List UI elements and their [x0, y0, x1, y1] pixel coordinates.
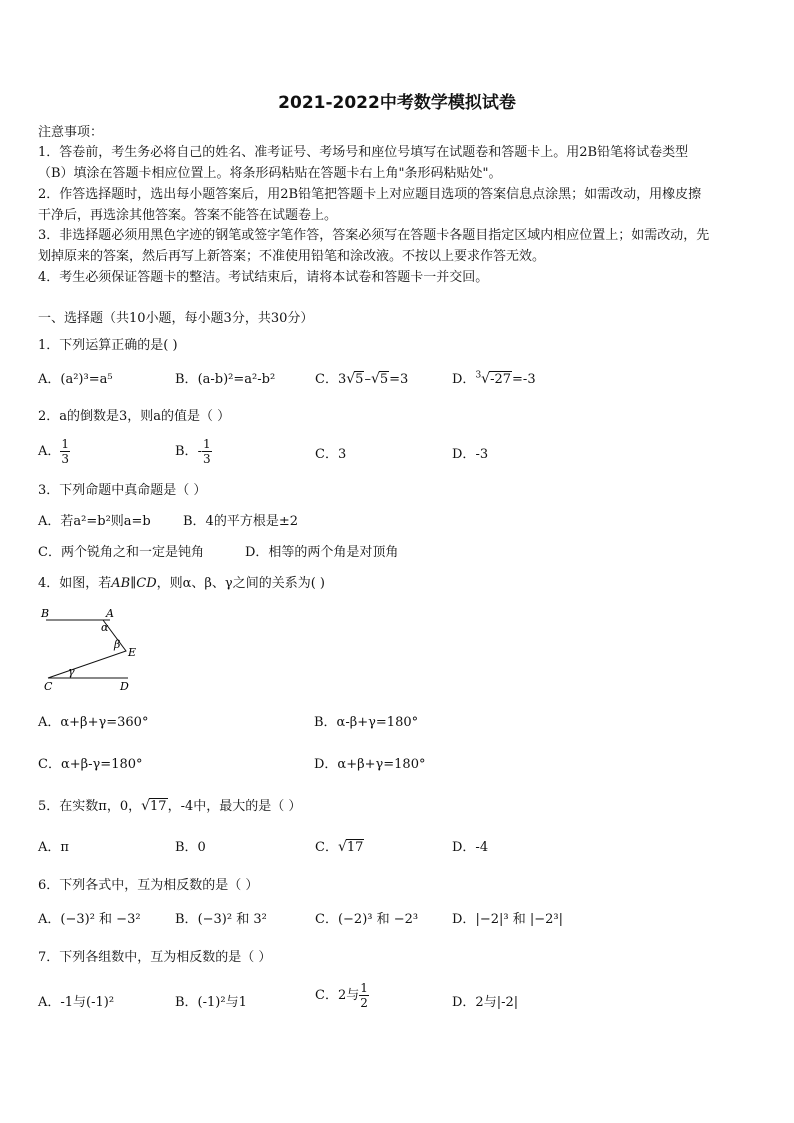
q1-option-a[interactable]	[38, 368, 113, 387]
q4-option-c[interactable]: C．α+β-γ=180°	[38, 757, 143, 772]
parallel-symbol: ∥	[130, 576, 137, 591]
radical-sign: √	[370, 371, 380, 387]
notice-line-7: 4．考生必须保证答题卡的整洁。考试结束后，请将本试卷和答题卡一并交回。	[38, 270, 489, 285]
notice-heading: 注意事项：	[38, 125, 104, 140]
notice-line-3: 2．作答选择题时，选出每小题答案后，用2B铅笔把答题卡上对应题目选项的答案信息点涂黑；如需改动，用橡皮擦	[38, 187, 702, 202]
q4-option-a[interactable]: A．α+β+γ=360°	[38, 715, 149, 730]
option-label: C．	[315, 372, 338, 387]
q5-option-b[interactable]: B．0	[175, 840, 206, 855]
stem-text: ，则α、β、γ之间的关系为( )	[156, 576, 325, 591]
q3-option-c[interactable]: C．两个锐角之和一定是钝角	[38, 545, 204, 560]
section-heading: 一、选择题（共10小题，每小题3分，共30分）	[38, 311, 314, 326]
q5-options	[38, 836, 760, 858]
q7-option-a[interactable]: A．-1与(-1)²	[38, 995, 115, 1010]
segment-cd: CD	[136, 576, 157, 591]
q5-stem	[38, 795, 301, 814]
option-label: D．	[452, 912, 476, 927]
q4-option-b[interactable]: B．α-β+γ=180°	[314, 715, 419, 730]
radicand: 17	[346, 840, 364, 855]
option-label: B．	[175, 912, 198, 927]
q4-stem	[38, 572, 325, 591]
q7-option-d[interactable]: D．2与|-2|	[452, 995, 519, 1010]
radical-sign: √	[337, 839, 347, 855]
radicand: 5	[379, 372, 389, 387]
q2-stem: 2．a的倒数是3，则a的值是（ ）	[38, 409, 231, 424]
label-d: D	[120, 680, 129, 692]
label-b: B	[41, 607, 50, 620]
q6-option-c[interactable]	[315, 908, 418, 927]
radicand: -27	[490, 372, 512, 387]
radical-sign: √	[141, 798, 151, 814]
option-label: A．	[38, 372, 61, 387]
option-label: D．	[452, 447, 476, 462]
q5-option-c[interactable]	[315, 836, 364, 855]
option-math: (a²)³=a⁵	[60, 372, 113, 387]
q4-option-d[interactable]: D．α+β+γ=180°	[314, 757, 426, 772]
option-label: B．	[175, 372, 198, 387]
notice-line-5: 3．非选择题必须用黑色字迹的钢笔或签字笔作答，答案必须写在答题卡各题目指定区域内相应位置上；如需改动，先	[38, 228, 710, 243]
q5-option-d[interactable]: D．-4	[452, 840, 489, 855]
option-math: (−2)³ 和 −2³	[337, 912, 419, 927]
notice-line-1: 1．答卷前，考生务必将自己的姓名、准考证号、考场号和座位号填写在试题卷和答题卡上。用2B铅笔将试卷类型	[38, 145, 689, 160]
q6-option-d[interactable]	[452, 908, 563, 927]
label-c: C	[44, 680, 53, 692]
q2-option-b[interactable]	[175, 438, 212, 465]
segment-ab: AB	[111, 576, 131, 591]
q4-figure	[38, 604, 148, 692]
q1-stem: 1．下列运算正确的是( )	[38, 338, 178, 353]
q7-options	[38, 982, 760, 1020]
radicand: 5	[355, 372, 364, 387]
label-gamma: γ	[68, 665, 75, 678]
q1-options	[38, 368, 760, 390]
q5-option-a[interactable]: A．π	[38, 840, 69, 855]
stem-text: 4．如图，若	[38, 576, 112, 591]
option-text: -3	[475, 447, 489, 462]
fraction	[359, 982, 369, 1009]
option-label: C．	[315, 447, 338, 462]
denominator: 2	[360, 996, 368, 1010]
q7-option-b[interactable]: B．(-1)²与1	[175, 995, 247, 1010]
radical-sign: √	[481, 371, 491, 387]
coefficient: 3	[337, 372, 347, 387]
q1-option-d[interactable]	[452, 368, 536, 387]
q6-option-b[interactable]	[175, 908, 267, 927]
option-label: C．	[315, 912, 338, 927]
denominator: 3	[202, 452, 211, 466]
option-label: A．	[38, 444, 61, 459]
q1-option-c[interactable]	[315, 368, 408, 387]
q6-options	[38, 908, 760, 930]
option-text: 2与	[337, 988, 360, 1003]
result: =-3	[512, 372, 536, 387]
minus-sign: -	[197, 444, 202, 459]
numerator: 1	[202, 437, 211, 451]
q3-option-b[interactable]: B．4的平方根是±2	[183, 514, 298, 529]
notice-line-6: 划掉原来的答案，然后再写上新答案；不准使用铅笔和涂改液。不按以上要求作答无效。	[38, 249, 546, 264]
q3-options-row1	[38, 510, 760, 532]
q2-option-d[interactable]	[452, 443, 488, 462]
option-label: C．	[315, 988, 338, 1003]
radicand: 17	[150, 799, 167, 814]
numerator: 1	[61, 437, 70, 451]
label-e: E	[128, 646, 137, 659]
option-label: D．	[452, 372, 476, 387]
q7-option-c[interactable]	[315, 982, 369, 1009]
q2-option-a[interactable]	[38, 438, 70, 465]
notice-line-2: （B）填涂在答题卡相应位置上。将条形码粘贴在答题卡右上角"条形码粘贴处"。	[38, 166, 502, 181]
notice-line-4: 干净后，再选涂其他答案。答案不能答在试题卷上。	[38, 208, 338, 223]
q4-options-row1	[38, 711, 760, 733]
option-text: 3	[337, 447, 347, 462]
fraction	[60, 438, 70, 465]
option-label: C．	[315, 840, 338, 855]
fraction	[202, 438, 212, 465]
stem-text: ，-4中，最大的是（ ）	[167, 799, 302, 814]
numerator: 1	[360, 981, 368, 995]
label-beta: β	[114, 638, 121, 651]
q2-option-c[interactable]	[315, 443, 346, 462]
q2-options	[38, 432, 760, 468]
q6-option-a[interactable]	[38, 908, 141, 927]
label-alpha: α	[101, 621, 109, 634]
q7-stem: 7．下列各组数中，互为相反数的是（ ）	[38, 950, 272, 965]
q3-options-row2	[38, 541, 760, 563]
denominator: 3	[61, 452, 70, 466]
option-label: B．	[175, 444, 198, 459]
option-label: A．	[38, 912, 61, 927]
q6-stem: 6．下列各式中，互为相反数的是（ ）	[38, 878, 259, 893]
q3-stem: 3．下列命题中真命题是（ ）	[38, 483, 207, 498]
stem-text: 5．在实数π，0，	[38, 799, 142, 814]
page-title: 2021-2022中考数学模拟试卷	[278, 93, 516, 113]
radical-sign: √	[346, 371, 356, 387]
operator: –	[364, 372, 371, 387]
option-math: |−2|³ 和 |−2³|	[475, 912, 563, 927]
root-index: 3	[475, 370, 482, 381]
q3-option-a[interactable]: A．若a²=b²则a=b	[38, 514, 151, 529]
q1-option-b[interactable]	[175, 368, 275, 387]
result: =3	[389, 372, 409, 387]
option-math: (−3)² 和 3²	[197, 912, 267, 927]
option-math: (−3)² 和 −3²	[60, 912, 141, 927]
q3-option-d[interactable]: D．相等的两个角是对顶角	[245, 545, 399, 560]
option-math: (a-b)²=a²-b²	[197, 372, 276, 387]
label-a: A	[106, 607, 114, 620]
q4-options-row2	[38, 753, 760, 775]
